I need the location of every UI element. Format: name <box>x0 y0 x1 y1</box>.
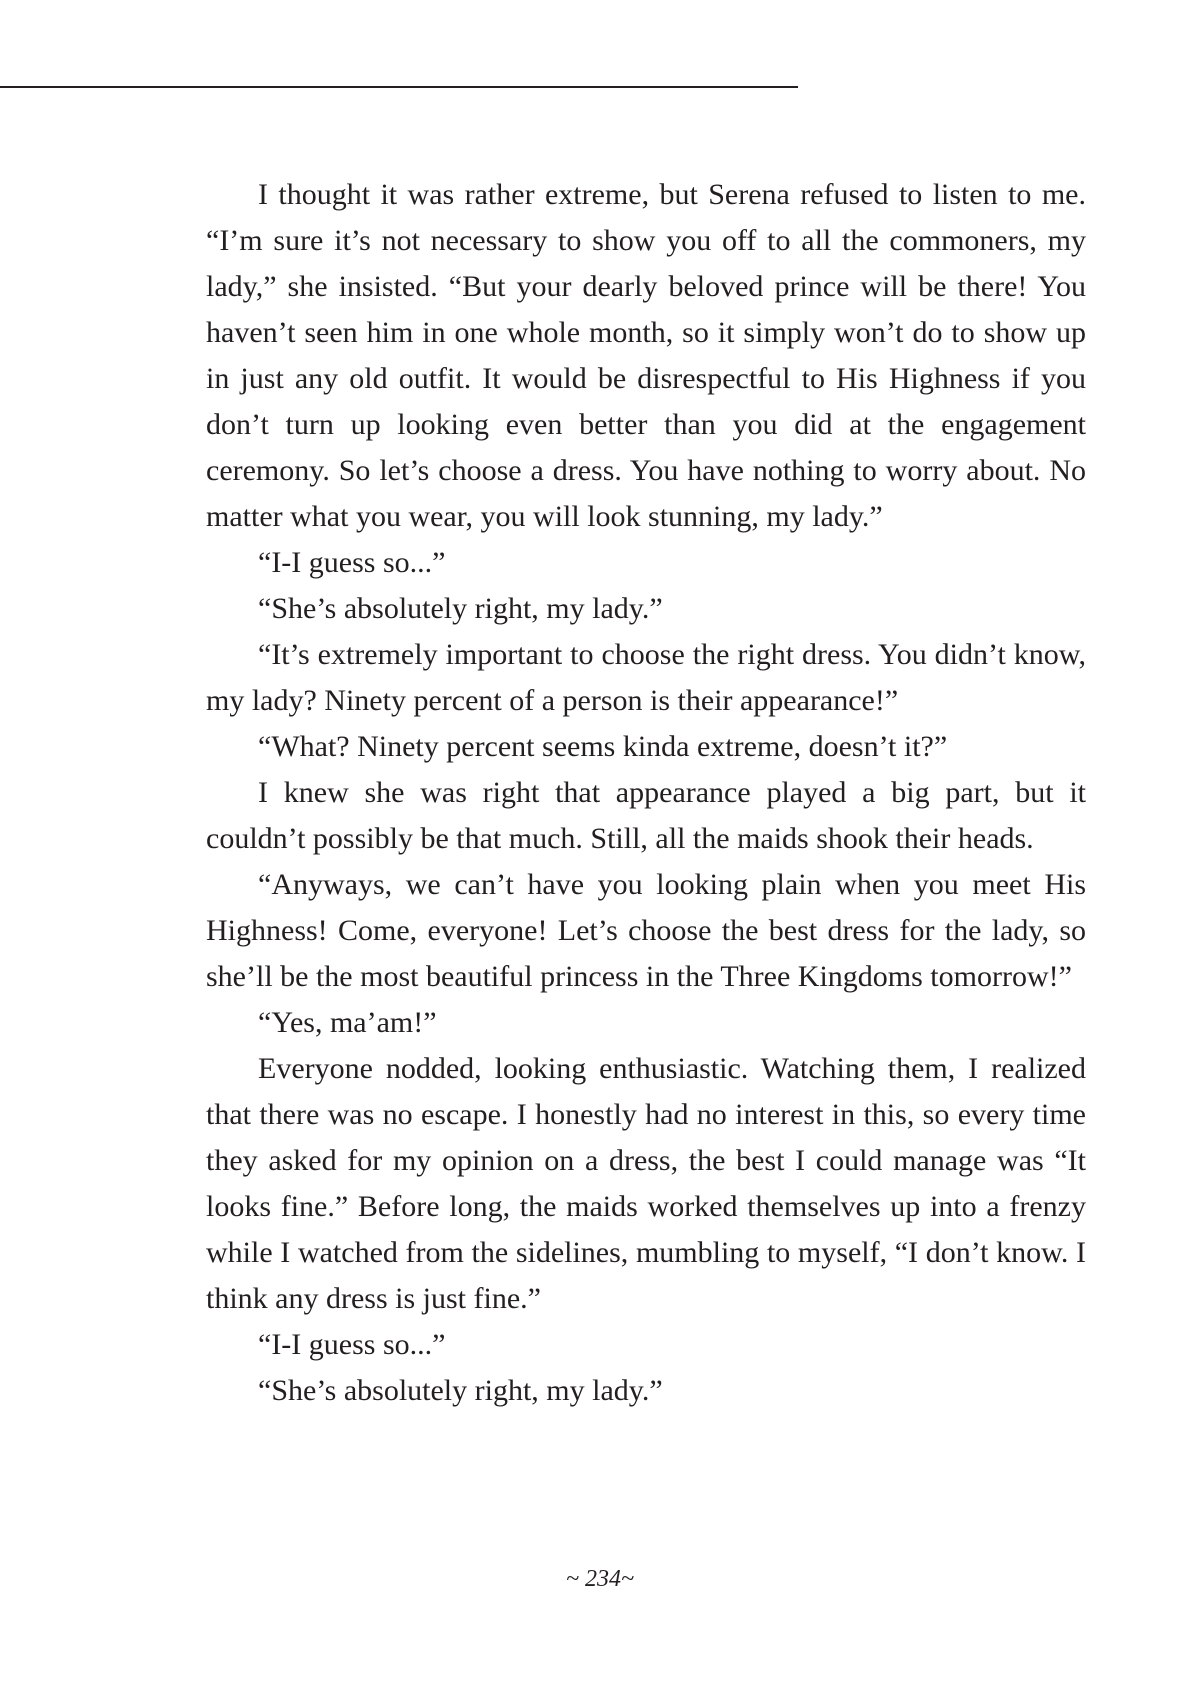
paragraph: “I-I guess so...” <box>258 1328 446 1361</box>
paragraph: “Yes, ma’am!” <box>258 1006 437 1039</box>
paragraph: Everyone nodded, looking enthusiastic. Watching them, I realized that there was no escape. I honestly had no interest in this, so every time they asked for my opinion on a dress, the best I could manage was “It looks fine.” Before long, the maids worked themselves up into a frenzy while I watched from the sidelines, mumbling to myself, “I don’t know. I think any dress is just fine.” <box>206 1052 1086 1315</box>
paragraph: “She’s absolutely right, my lady.” <box>258 1374 663 1407</box>
paragraph: “I-I guess so...” <box>258 546 446 579</box>
paragraph: “It’s extremely important to choose the right dress. You didn’t know, my lady? Ninety percent of a person is their appearance!” <box>206 638 1086 717</box>
paragraph: “What? Ninety percent seems kinda extreme, doesn’t it?” <box>258 730 948 763</box>
page-number: ~ 234~ <box>566 1566 634 1592</box>
body-text <box>206 172 1086 1414</box>
header-rule <box>0 86 798 88</box>
paragraph: I thought it was rather extreme, but Serena refused to listen to me. “I’m sure it’s not necessary to show you off to all the commoners, my lady,” she insisted. “But your dearly beloved prince will be there! You haven’t seen him in one whole month, so it simply won’t do to show up in just any old outfit. It would be disrespectful to His Highness if you don’t turn up looking even better than you did at the engagement ceremony. So let’s choose a dress. You have nothing to worry about. No matter what you wear, you will look stunning, my lady.” <box>206 178 1086 533</box>
paragraph: I knew she was right that appearance played a big part, but it couldn’t possibly be that much. Still, all the maids shook their heads. <box>206 776 1086 855</box>
paragraph: “Anyways, we can’t have you looking plain when you meet His Highness! Come, everyone! Let’s choose the best dress for the lady, so she’ll be the most beautiful princess in the Three Kingdoms tomorrow!” <box>206 868 1086 993</box>
paragraph: “She’s absolutely right, my lady.” <box>258 592 663 625</box>
